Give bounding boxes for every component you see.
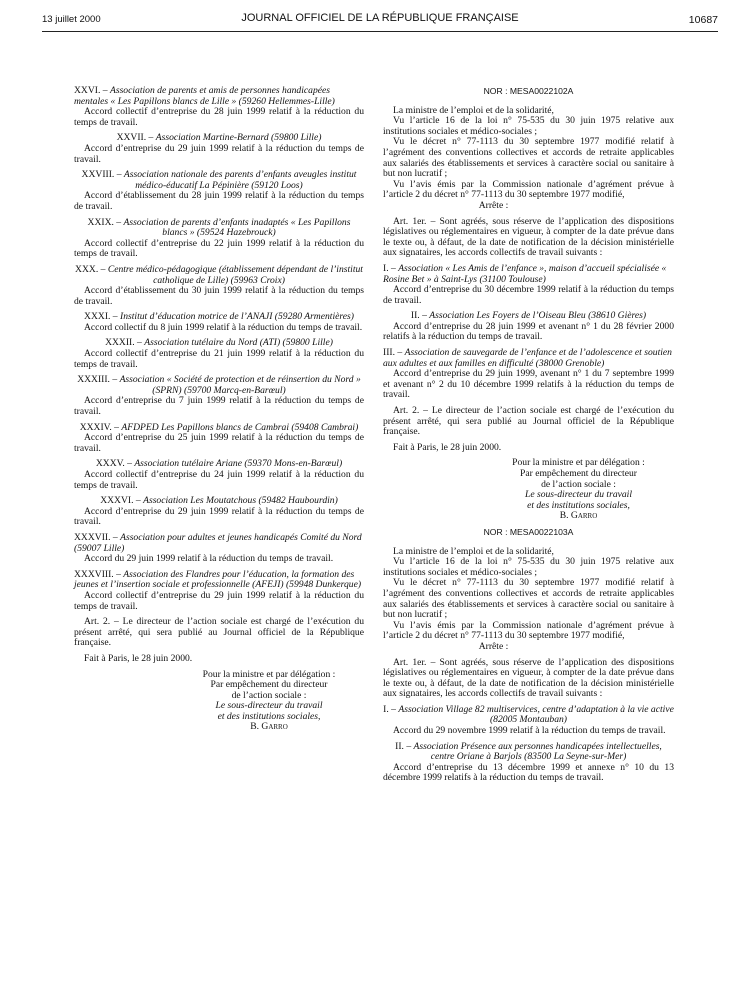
item-name: Association nationale des parents d’enfants aveugles institut médico-éducatif La Pépinière (59120 Loos): [123, 169, 357, 191]
article-item: [383, 348, 674, 401]
item-name: Association de sauvegarde de l’enfance et de l’adolescence et soutien aux adultes et aux familles en difficulté (38000 Grenoble): [383, 347, 672, 369]
item-name: AFDPED Les Papillons blancs de Cambrai (59408 Cambrai): [121, 421, 359, 433]
item-number: XXX. –: [75, 263, 108, 275]
article-item: [74, 459, 364, 491]
signature-line: et des institutions sociales,: [527, 499, 630, 511]
item-title: [383, 705, 674, 726]
nor-reference: NOR : MESA0022103A: [483, 526, 574, 537]
article-item: [74, 496, 364, 528]
page-header: [42, 12, 718, 28]
item-text: Accord d’entreprise du 29 juin 1999 relatif à la réduction du temps de travail.: [74, 505, 364, 528]
article-item: [74, 218, 364, 260]
right-column: [383, 86, 674, 789]
article-1: Art. 1er. – Sont agréés, sous réserve de l’application des dispositions législatives ou réglementaires en vigueur, à compter de la date prévue dans le texte ou, à défaut, de la date de notification de la décision ministérielle aux signataires, les accords collectifs de travail suivants :: [383, 215, 674, 259]
signature-line: Par empêchement du directeur: [520, 468, 637, 479]
article-item: [74, 423, 364, 455]
item-title: [383, 742, 674, 763]
item-title: [383, 264, 674, 285]
item-number: I. –: [383, 262, 399, 274]
item-number: XXXVII. –: [74, 531, 121, 543]
item-title: [74, 218, 364, 239]
item-text: Accord d’entreprise du 7 juin 1999 relatif à la réduction du temps de travail.: [74, 395, 364, 418]
article-2: Art. 2. – Le directeur de l’action sociale est chargé de l’exécution du présent arrêté, qui sera publié au Journal officiel de la République française.: [383, 405, 674, 438]
item-number: II. –: [395, 740, 414, 752]
item-number: XXXVI. –: [100, 495, 144, 507]
left-column: [74, 86, 364, 738]
item-number: XXVIII. –: [81, 169, 124, 181]
item-text: Accord collectif d’entreprise du 21 juin 1999 relatif à la réduction du temps de travail.: [74, 348, 364, 370]
signature-line: B. Garro: [250, 721, 288, 733]
journal-title: JOURNAL OFFICIEL DE LA RÉPUBLIQUE FRANÇAISE: [241, 12, 519, 24]
article-item: [383, 264, 674, 306]
item-title: [74, 570, 364, 591]
signature-line: Le sous-directeur du travail: [524, 489, 633, 501]
item-number: XXVI. –: [74, 85, 110, 96]
article-item: [383, 742, 674, 784]
visa-line: Vu l’avis émis par la Commission nationale d’agrément prévue à l’article 2 du décret n° 77-1113 du 30 septembre 1977 modifié,: [383, 619, 674, 642]
item-text: Accord collectif d’entreprise du 22 juin 1999 relatif à la réduction du temps de travail.: [74, 237, 364, 260]
item-text: Accord collectif d’entreprise du 24 juin 1999 relatif à la réduction du temps de travail.: [74, 469, 364, 491]
article-item: [383, 311, 674, 343]
item-text: Accord du 29 juin 1999 relatif à la réduction du temps de travail.: [84, 553, 334, 565]
item-name: Institut d’éducation motrice de l’ANAJI (59280 Armentières): [120, 311, 354, 323]
item-text: Accord d’établissement du 30 juin 1999 relatif à la réduction du temps de travail.: [74, 285, 364, 307]
item-number: I. –: [383, 703, 399, 715]
article-1: Art. 1er. – Sont agréés, sous réserve de l’application des dispositions législatives ou réglementaires en vigueur, à compter de la date prévue dans le texte ou, à défaut, de la date de notification de la décision ministérielle aux signataires, les accords collectifs de travail suivants :: [383, 656, 674, 700]
item-number: XXXIII. –: [77, 374, 120, 386]
item-name: Association de parents et amis de personnes handicapées mentales « Les Papillons blancs de Lille » (59260 Hellemmes-Lille): [74, 85, 335, 107]
item-text: Accord collectif du 8 juin 1999 relatif à la réduction du temps de travail.: [84, 321, 363, 333]
article-item: [383, 705, 674, 737]
visa-line: Vu le décret n° 77-1113 du 30 septembre 1977 modifié relatif à l’agrément des conventions collectives et accords de retraite applicables aux salariés des établissements et services à caractère social ou sanitaire à but non lucratif ;: [383, 577, 674, 621]
signature-line: de l’action sociale :: [231, 689, 307, 701]
article-item: [74, 86, 364, 128]
item-title: [74, 170, 364, 191]
article-item: [74, 265, 364, 307]
item-name: Association de parents d’enfants inadaptés « Les Papillons blancs » (59524 Hazebrouck): [123, 216, 351, 239]
visa-line: Vu l’avis émis par la Commission nationale d’agrément prévue à l’article 2 du décret n° 77-1113 du 30 septembre 1977 modifié,: [383, 178, 674, 201]
visa-line: Vu l’article 16 de la loi n° 75-535 du 30 juin 1975 relative aux institutions sociales et médico-sociales ;: [383, 556, 674, 578]
arrete-heading: Arrête :: [478, 199, 509, 211]
item-text: Accord d’établissement du 28 juin 1999 relatif à la réduction du temps de travail.: [74, 190, 364, 212]
item-name: Association Martine-Bernard (59800 Lille): [155, 132, 322, 144]
item-name: Association « Les Amis de l’enfance », maison d’accueil spécialisée « Rosine Bet » à Saint-Lys (31100 Toulouse): [383, 262, 667, 285]
item-number: XXXI. –: [84, 311, 121, 323]
item-number: XXIX. –: [87, 216, 124, 228]
item-number: XXXIV. –: [79, 421, 122, 433]
item-name: Association Les Foyers de l’Oiseau Bleu (38610 Gières): [429, 310, 647, 322]
item-name: Association des Flandres pour l’éducation, la formation des jeunes et l’insertion sociale et professionnelle (AFEJI) (59948 Dunkerque): [74, 568, 362, 591]
item-text: Accord d’entreprise du 13 décembre 1999 et annexe n° 10 du 13 décembre 1999 relatifs à la réduction du temps de travail.: [383, 761, 674, 784]
signature-block: [174, 670, 364, 734]
signature-line: et des institutions sociales,: [217, 710, 321, 722]
item-text: Accord d’entreprise du 25 juin 1999 relatif à la réduction du temps de travail.: [74, 432, 364, 454]
item-number: XXVII. –: [116, 132, 156, 144]
item-name: Centre médico-pédagogique (établissement dépendant de l’institut catholique de Lille) (59963 Croix): [107, 263, 363, 286]
article-item: [74, 375, 364, 417]
item-name: Association « Société de protection et de réinsertion du Nord » (SPRN) (59700 Marcq-en-Barœul): [119, 374, 361, 396]
item-name: Association Les Moutatchous (59482 Haubourdin): [143, 495, 338, 507]
item-number: XXXVIII. –: [74, 568, 124, 580]
fait-a-paris: Fait à Paris, le 28 juin 2000.: [393, 441, 502, 453]
item-name: Association tutélaire du Nord (ATI) (59800 Lille): [144, 337, 333, 349]
item-title: [74, 533, 364, 554]
issue-date: 13 juillet 2000: [42, 14, 101, 25]
signature-block: [483, 458, 674, 522]
article-item: [74, 312, 364, 333]
article-item: [74, 533, 364, 565]
item-text: Accord d’entreprise du 29 juin 1999, avenant n° 1 du 7 septembre 1999 et avenant n° 2 du 10 décembre 1999 relatifs à la réduction du temps de travail.: [383, 368, 674, 401]
visa-line: Vu le décret n° 77-1113 du 30 septembre 1977 modifié relatif à l’agrément des conventions collectives et accords de retraite applicables aux salariés des établissements et services à caractère social ou sanitaire à but non lucratif ;: [383, 136, 674, 180]
item-number: II. –: [410, 310, 430, 322]
item-text: Accord collectif d’entreprise du 28 juin 1999 relatif à la réduction du temps de travail.: [74, 106, 364, 128]
item-name: Association Présence aux personnes handicapées intellectuelles, centre Oriane à Barjols (83500 La Seyne-sur-Mer): [413, 740, 662, 763]
page-number: 10687: [688, 14, 718, 26]
item-name: Association Village 82 multiservices, centre d’adaptation à la vie active (82005 Montauban): [398, 703, 674, 726]
signature-line: Le sous-directeur du travail: [215, 700, 323, 712]
item-number: III. –: [383, 347, 405, 359]
visa-line: Vu l’article 16 de la loi n° 75-535 du 30 juin 1975 relative aux institutions sociales et médico-sociales ;: [383, 115, 674, 137]
arrete-heading: Arrête :: [478, 640, 509, 652]
item-title: [383, 348, 674, 369]
item-title: [74, 265, 364, 286]
signature-line: Par empêchement du directeur: [210, 679, 328, 691]
article-item: [74, 570, 364, 612]
item-name: Association tutélaire Ariane (59370 Mons-en-Barœul): [134, 458, 343, 470]
item-name: Association pour adultes et jeunes handicapés Comité du Nord (59007 Lille): [74, 531, 362, 554]
item-text: Accord d’entreprise du 29 juin 1999 relatif à la réduction du temps de travail.: [74, 142, 364, 165]
item-number: XXXV. –: [95, 458, 135, 470]
item-text: Accord d’entreprise du 30 décembre 1999 relatif à la réduction du temps de travail.: [383, 284, 674, 306]
visa-line: La ministre de l’emploi et de la solidarité,: [393, 104, 554, 116]
nor-reference: NOR : MESA0022102A: [483, 86, 574, 96]
signature-line: Pour la ministre et par délégation :: [202, 668, 336, 680]
item-text: Accord collectif d’entreprise du 29 juin 1999 relatif à la réduction du temps de travail.: [74, 589, 364, 612]
article-item: [74, 338, 364, 370]
signature-line: de l’action sociale :: [541, 478, 616, 490]
visa-line: La ministre de l’emploi et de la solidarité,: [393, 545, 554, 557]
article-2: Art. 2. – Le directeur de l’action sociale est chargé de l’exécution du présent arrêté, qui sera publié au Journal officiel de la République française.: [74, 616, 364, 649]
header-rule: [42, 31, 718, 32]
item-text: Accord du 29 novembre 1999 relatif à la réduction du temps de travail.: [393, 725, 666, 737]
article-item: [74, 133, 364, 165]
signature-line: B. Garro: [559, 510, 598, 522]
item-title: [74, 86, 364, 107]
signature-line: Pour la ministre et par délégation :: [512, 457, 645, 469]
item-text: Accord d’entreprise du 28 juin 1999 et avenant n° 1 du 28 février 2000 relatifs à la réduction du temps de travail.: [383, 320, 674, 343]
fait-a-paris: Fait à Paris, le 28 juin 2000.: [84, 652, 193, 664]
item-title: [74, 375, 364, 396]
item-number: XXXII. –: [105, 337, 145, 349]
